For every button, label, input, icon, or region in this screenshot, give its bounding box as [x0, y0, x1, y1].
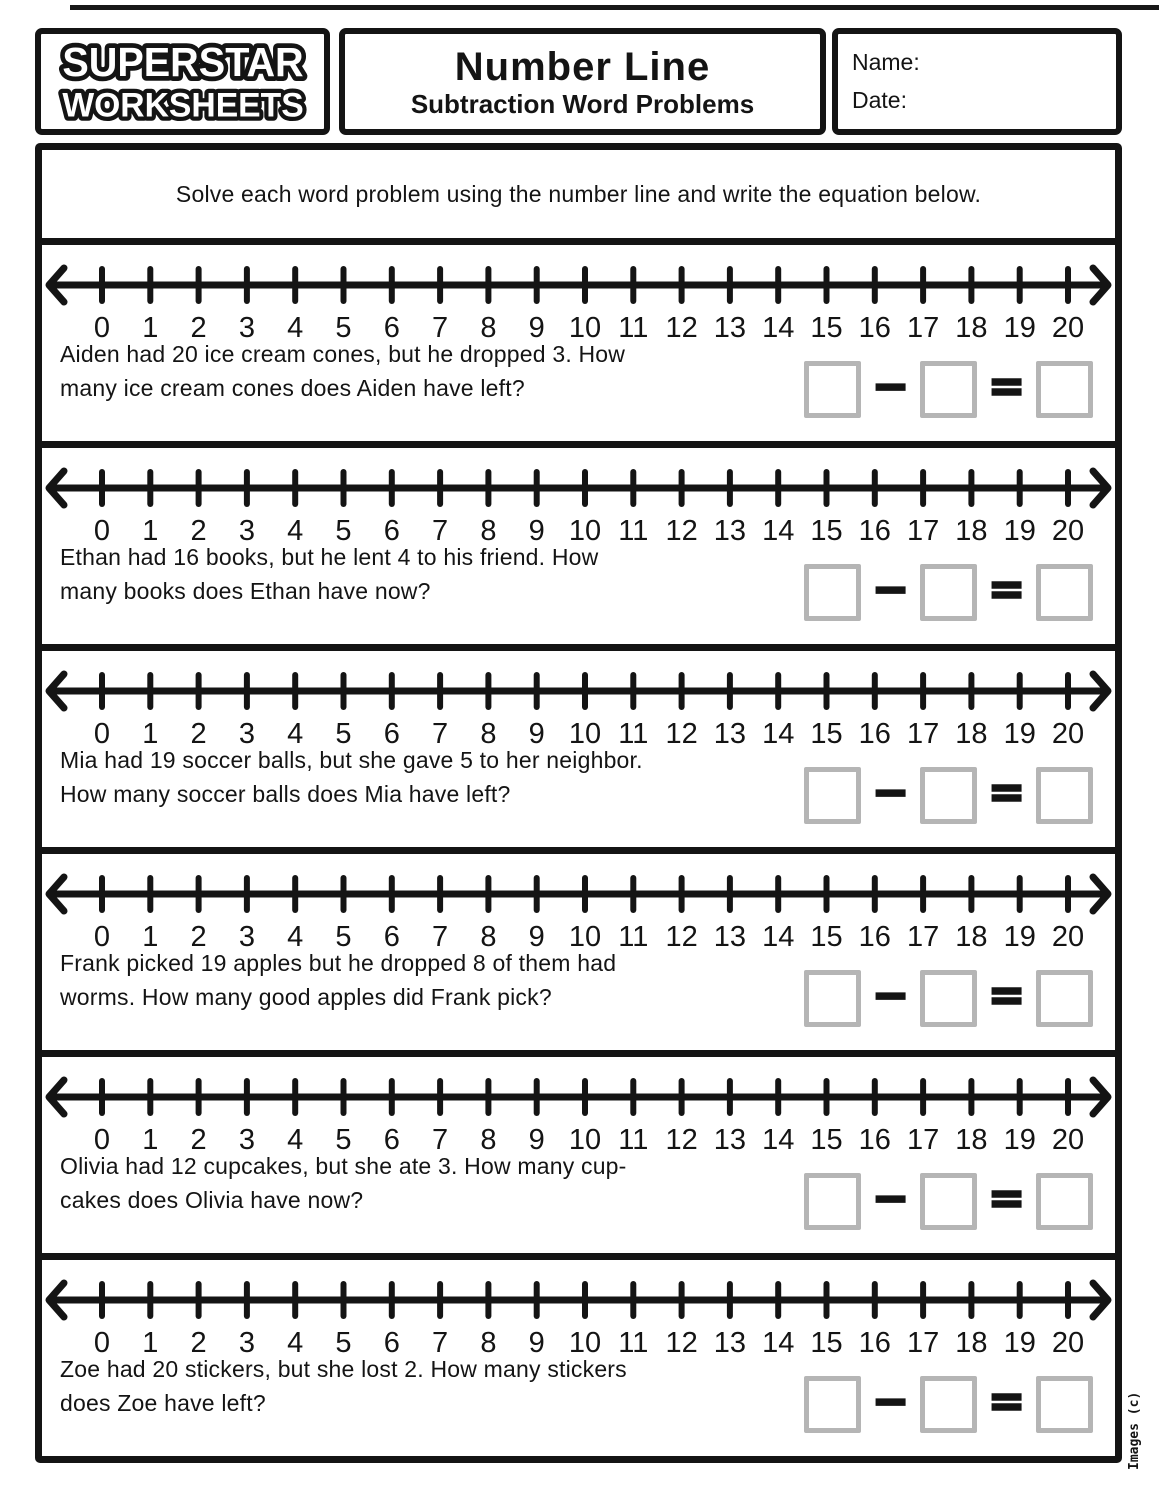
svg-text:18: 18 [955, 921, 988, 952]
svg-text:13: 13 [713, 921, 747, 952]
svg-text:4: 4 [287, 921, 304, 952]
difference-box[interactable] [1036, 361, 1093, 418]
svg-text:14: 14 [762, 312, 795, 343]
svg-text:12: 12 [665, 312, 698, 343]
svg-text:19: 19 [1003, 1124, 1036, 1155]
svg-text:4: 4 [287, 1124, 304, 1155]
svg-text:11: 11 [618, 1327, 649, 1358]
minus-sign: − [872, 1172, 910, 1224]
problem-text-line: many books does Ethan have now? [60, 578, 431, 604]
problem-text [60, 1149, 627, 1217]
equals-sign: = [988, 1375, 1025, 1427]
page-title: Number Line [454, 44, 711, 89]
svg-text:12: 12 [665, 921, 698, 952]
difference-box[interactable] [1036, 1173, 1093, 1230]
logo-box [35, 28, 330, 135]
logo-line2: WORKSHEETS [61, 85, 304, 124]
svg-text:8: 8 [480, 1124, 497, 1155]
svg-text:16: 16 [858, 312, 891, 343]
svg-text:4: 4 [287, 1327, 304, 1358]
number-line [42, 450, 1115, 546]
equation-area [804, 1173, 1093, 1230]
minus-sign: − [872, 969, 910, 1021]
problem-text [60, 337, 625, 405]
svg-text:13: 13 [713, 312, 747, 343]
svg-text:13: 13 [713, 718, 747, 749]
scan-artifact [70, 5, 1159, 10]
svg-text:14: 14 [762, 1327, 795, 1358]
svg-text:19: 19 [1003, 1327, 1036, 1358]
svg-text:7: 7 [432, 921, 449, 952]
svg-text:17: 17 [906, 921, 940, 952]
svg-text:20: 20 [1051, 1124, 1085, 1155]
image-credit: Images (c) [1127, 1391, 1142, 1470]
problem-card [42, 854, 1115, 1057]
svg-text:6: 6 [383, 1124, 400, 1155]
minuend-box[interactable] [804, 564, 861, 621]
svg-text:0: 0 [93, 312, 111, 343]
svg-text:0: 0 [93, 1327, 111, 1358]
svg-text:12: 12 [665, 718, 698, 749]
minus-sign: − [872, 563, 910, 615]
svg-text:10: 10 [568, 718, 602, 749]
svg-text:1: 1 [142, 921, 159, 952]
svg-text:2: 2 [190, 312, 207, 343]
svg-text:13: 13 [713, 515, 747, 546]
svg-text:3: 3 [238, 312, 255, 343]
svg-text:14: 14 [762, 718, 795, 749]
svg-text:10: 10 [568, 515, 602, 546]
name-field[interactable] [852, 49, 1102, 76]
problem-text [60, 1352, 627, 1420]
equation-area [804, 970, 1093, 1027]
svg-text:18: 18 [955, 1124, 988, 1155]
svg-text:10: 10 [568, 312, 602, 343]
problem-text [60, 540, 598, 608]
svg-text:4: 4 [287, 718, 304, 749]
problem-text-line: many ice cream cones does Aiden have left? [60, 375, 525, 401]
minus-sign: − [872, 1375, 910, 1427]
problem-card [42, 245, 1115, 448]
logo-line1: SUPERSTAR [61, 38, 304, 85]
svg-text:12: 12 [665, 1327, 698, 1358]
svg-text:9: 9 [528, 515, 545, 546]
svg-text:18: 18 [955, 1327, 988, 1358]
equals-sign: = [988, 360, 1025, 412]
difference-box[interactable] [1036, 767, 1093, 824]
equals-sign: = [988, 1172, 1025, 1224]
svg-text:2: 2 [190, 515, 207, 546]
svg-text:7: 7 [432, 312, 449, 343]
svg-text:20: 20 [1051, 718, 1085, 749]
minuend-box[interactable] [804, 1376, 861, 1433]
number-line-svg [42, 450, 1115, 546]
problem-text-line: Olivia had 12 cupcakes, but she ate 3. How many cup- [60, 1153, 627, 1179]
svg-text:7: 7 [432, 1327, 449, 1358]
svg-text:8: 8 [480, 921, 497, 952]
svg-text:6: 6 [383, 515, 400, 546]
problem-card [42, 651, 1115, 854]
svg-text:2: 2 [190, 718, 207, 749]
minus-sign: − [872, 360, 910, 412]
svg-text:5: 5 [335, 1124, 352, 1155]
svg-text:1: 1 [142, 1124, 159, 1155]
problem-text [60, 946, 616, 1014]
minuend-box[interactable] [804, 767, 861, 824]
svg-text:9: 9 [528, 921, 545, 952]
svg-text:20: 20 [1051, 1327, 1085, 1358]
subtrahend-box[interactable] [920, 767, 977, 824]
name-date-box [832, 28, 1122, 135]
svg-text:16: 16 [858, 515, 891, 546]
svg-text:20: 20 [1051, 312, 1085, 343]
difference-box[interactable] [1036, 564, 1093, 621]
problem-card [42, 1057, 1115, 1260]
svg-text:5: 5 [335, 312, 352, 343]
svg-text:12: 12 [665, 1124, 698, 1155]
instructions-row [42, 150, 1115, 245]
number-line-svg [42, 247, 1115, 343]
number-line [42, 653, 1115, 749]
svg-text:6: 6 [383, 1327, 400, 1358]
problem-text [60, 743, 643, 811]
svg-text:6: 6 [383, 921, 400, 952]
svg-text:3: 3 [238, 718, 255, 749]
svg-text:19: 19 [1003, 718, 1036, 749]
superstar-worksheets-logo [47, 36, 319, 128]
svg-text:1: 1 [142, 515, 159, 546]
svg-text:3: 3 [238, 515, 255, 546]
problem-text-line: does Zoe have left? [60, 1390, 266, 1416]
svg-text:0: 0 [93, 921, 111, 952]
number-line [42, 1059, 1115, 1155]
svg-text:11: 11 [618, 515, 649, 546]
subtrahend-box[interactable] [920, 1173, 977, 1230]
svg-text:15: 15 [810, 921, 843, 952]
svg-text:17: 17 [906, 515, 940, 546]
svg-text:9: 9 [528, 312, 545, 343]
svg-text:5: 5 [335, 718, 352, 749]
equation-area [804, 564, 1093, 621]
subtrahend-box[interactable] [920, 970, 977, 1027]
equals-sign: = [988, 563, 1025, 615]
svg-text:11: 11 [618, 718, 649, 749]
date-label: Date: [852, 86, 907, 113]
svg-text:11: 11 [618, 312, 649, 343]
svg-text:7: 7 [432, 515, 449, 546]
problem-card [42, 448, 1115, 651]
problem-text-line: Mia had 19 soccer balls, but she gave 5 to her neighbor. [60, 747, 643, 773]
svg-text:20: 20 [1051, 515, 1085, 546]
svg-text:11: 11 [618, 1124, 649, 1155]
svg-text:5: 5 [335, 515, 352, 546]
equation-area [804, 767, 1093, 824]
svg-text:7: 7 [432, 1124, 449, 1155]
svg-text:3: 3 [238, 1327, 255, 1358]
svg-text:13: 13 [713, 1124, 747, 1155]
equals-sign: = [988, 766, 1025, 818]
problem-text-line: worms. How many good apples did Frank pick? [60, 984, 552, 1010]
svg-text:2: 2 [190, 1327, 207, 1358]
title-box [339, 28, 826, 135]
svg-text:8: 8 [480, 312, 497, 343]
svg-text:5: 5 [335, 921, 352, 952]
number-line [42, 247, 1115, 343]
svg-text:0: 0 [93, 1124, 111, 1155]
number-line [42, 1262, 1115, 1358]
svg-text:14: 14 [762, 921, 795, 952]
number-line-svg [42, 1262, 1115, 1358]
svg-text:10: 10 [568, 1327, 602, 1358]
svg-text:2: 2 [190, 1124, 207, 1155]
svg-text:17: 17 [906, 718, 940, 749]
subtrahend-box[interactable] [920, 564, 977, 621]
date-field[interactable] [852, 87, 1102, 114]
instructions-text: Solve each word problem using the number line and write the equation below. [175, 180, 982, 207]
problem-text-line: How many soccer balls does Mia have left? [60, 781, 511, 807]
name-label: Name: [852, 49, 920, 76]
problem-text-line: Ethan had 16 books, but he lent 4 to his friend. How [60, 544, 599, 570]
number-line-svg [42, 653, 1115, 749]
svg-text:0: 0 [93, 718, 111, 749]
svg-text:15: 15 [810, 1124, 843, 1155]
page-subtitle: Subtraction Word Problems [410, 88, 755, 119]
worksheet-body [35, 143, 1122, 1463]
svg-text:16: 16 [858, 921, 891, 952]
svg-text:18: 18 [955, 515, 988, 546]
svg-text:10: 10 [568, 921, 602, 952]
svg-text:17: 17 [906, 312, 940, 343]
minus-sign: − [872, 766, 910, 818]
svg-text:19: 19 [1003, 515, 1036, 546]
difference-box[interactable] [1036, 970, 1093, 1027]
svg-text:9: 9 [528, 1124, 545, 1155]
equation-area [804, 1376, 1093, 1433]
svg-text:20: 20 [1051, 921, 1085, 952]
svg-text:1: 1 [142, 312, 159, 343]
problem-text-line: Aiden had 20 ice cream cones, but he dropped 3. How [60, 341, 626, 367]
problem-text-line: cakes does Olivia have now? [60, 1187, 364, 1213]
svg-text:15: 15 [810, 1327, 843, 1358]
svg-text:1: 1 [142, 718, 159, 749]
svg-text:16: 16 [858, 1327, 891, 1358]
subtrahend-box[interactable] [920, 1376, 977, 1433]
number-line [42, 856, 1115, 952]
minuend-box[interactable] [804, 361, 861, 418]
equation-area [804, 361, 1093, 418]
difference-box[interactable] [1036, 1376, 1093, 1433]
svg-text:8: 8 [480, 515, 497, 546]
equals-sign: = [988, 969, 1025, 1021]
svg-text:3: 3 [238, 921, 255, 952]
svg-text:19: 19 [1003, 312, 1036, 343]
svg-text:1: 1 [142, 1327, 159, 1358]
svg-text:15: 15 [810, 718, 843, 749]
number-line-svg [42, 1059, 1115, 1155]
minuend-box[interactable] [804, 970, 861, 1027]
svg-text:15: 15 [810, 515, 843, 546]
problem-text-line: Frank picked 19 apples but he dropped 8 of them had [60, 950, 617, 976]
svg-text:18: 18 [955, 718, 988, 749]
svg-text:9: 9 [528, 1327, 545, 1358]
problem-card [42, 1260, 1115, 1456]
svg-text:4: 4 [287, 515, 304, 546]
svg-text:14: 14 [762, 1124, 795, 1155]
svg-text:6: 6 [383, 718, 400, 749]
svg-text:7: 7 [432, 718, 449, 749]
svg-text:14: 14 [762, 515, 795, 546]
svg-text:9: 9 [528, 718, 545, 749]
number-line-svg [42, 856, 1115, 952]
svg-text:6: 6 [383, 312, 400, 343]
svg-text:16: 16 [858, 1124, 891, 1155]
svg-text:8: 8 [480, 718, 497, 749]
svg-text:2: 2 [190, 921, 207, 952]
svg-text:17: 17 [906, 1327, 940, 1358]
svg-text:15: 15 [810, 312, 843, 343]
svg-text:18: 18 [955, 312, 988, 343]
svg-text:5: 5 [335, 1327, 352, 1358]
svg-text:16: 16 [858, 718, 891, 749]
svg-text:0: 0 [93, 515, 111, 546]
svg-text:4: 4 [287, 312, 304, 343]
svg-text:19: 19 [1003, 921, 1036, 952]
svg-text:10: 10 [568, 1124, 602, 1155]
minuend-box[interactable] [804, 1173, 861, 1230]
svg-text:13: 13 [713, 1327, 747, 1358]
svg-text:3: 3 [238, 1124, 255, 1155]
svg-text:8: 8 [480, 1327, 497, 1358]
svg-text:11: 11 [618, 921, 649, 952]
subtrahend-box[interactable] [920, 361, 977, 418]
svg-text:12: 12 [665, 515, 698, 546]
problem-text-line: Zoe had 20 stickers, but she lost 2. How many stickers [60, 1356, 627, 1382]
svg-text:17: 17 [906, 1124, 940, 1155]
